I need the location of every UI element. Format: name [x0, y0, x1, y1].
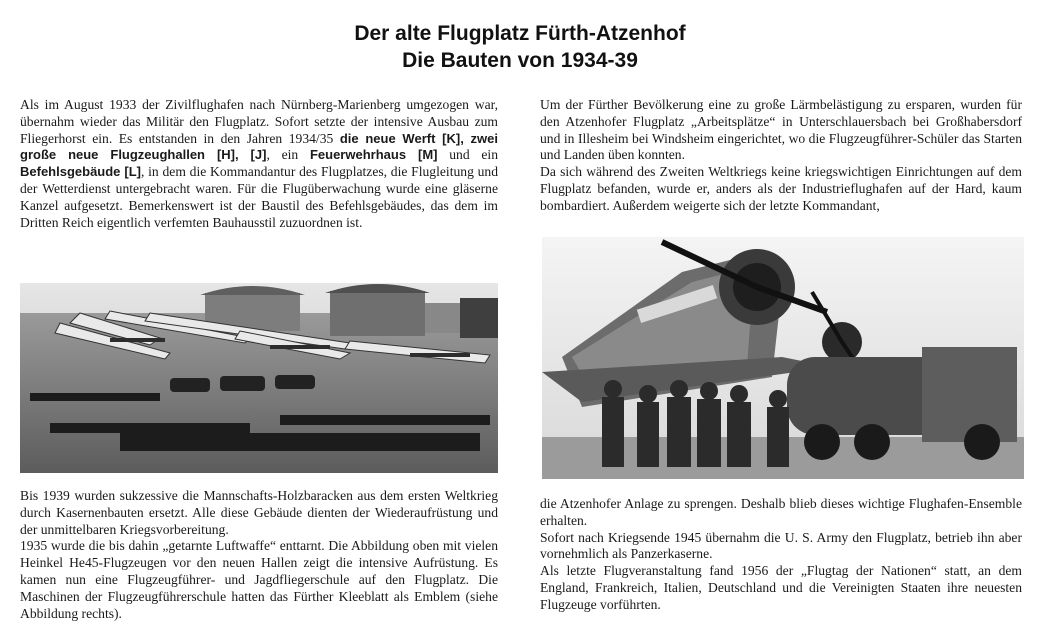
intro-bold-feuerwehrhaus: Feuerwehrhaus [M]	[309, 147, 438, 163]
noise-text: Um der Fürther Bevölkerung eine zu große Lärmbelästigung zu ersparen, wurden für den Atzenhofer Flugplatz „Arbeitsplätze“ in Unterschlauersbach bei Großhabersdorf und in Illesheim bei Windsheim eingerichtet, wo die Flugzeugführer-Schüler das Starten und Landen üben konnten.	[540, 97, 1022, 163]
intro-text-3: und ein	[449, 147, 498, 163]
intro-bold-befehlsgebaeude: Befehlsgebäude [L]	[20, 164, 141, 180]
noise-paragraph	[540, 97, 1022, 215]
postwar-paragraph	[540, 496, 1022, 614]
intro-text-2: , ein	[266, 147, 299, 163]
luftwaffe-text: 1935 wurde die bis dahin „getarnte Luftwaffe“ enttarnt. Die Abbildung oben mit vielen Heinkel He45-Flugzeugen vor den neuen Hallen zeigt die intensive Aufrüstung. Es kamen nun eine Flugzeugführer- und Jagdfliegerschule auf den Flugplatz. Die Maschinen der Flugzeugführerschule hatten das Fürther Kleeblatt als Emblem (siehe Abbildung rechts).	[20, 538, 498, 621]
war-text: Da sich während des Zweiten Weltkriegs keine kriegswichtigen Einrichtungen auf dem Flugplatz befanden, wurde er, anders als der Industrieflughafen auf der Hard, kaum bombardiert. Außerdem weigerte sich der letzte Kommandant,	[540, 164, 1022, 213]
intro-bold-werft: die neue Werft [K], zwei große neue Flugzeughallen [H], [J]	[20, 130, 498, 163]
intro-text-4: , in dem die Kommandantur des Flugplatzes, die Flugleitung und der Wetterdienst untergebracht waren. Für die Flugüberwachung wurde eine gläserne Kanzel aufgesetzt. Bemerkenswert ist der Baustil des Befehlsgebäudes, das dem im Dritten Reich eigentlich verfemten Bauhausstil zuzuordnen ist.	[20, 164, 499, 230]
barracks-paragraph	[20, 488, 498, 622]
photo-airfield-hangars	[20, 283, 498, 473]
page-title	[0, 20, 1040, 74]
intro-paragraph	[20, 97, 498, 231]
title-line-2: Die Bauten von 1934-39	[402, 49, 638, 72]
flugtag-text: Als letzte Flugveranstaltung fand 1956 der „Flugtag der Nationen“ statt, an dem England, Frankreich, Italien, Deutschland und die Vereinigten Staaten ihre neuesten Flugzeuge vorführten.	[540, 563, 1022, 612]
photo-aircraft-crew	[542, 237, 1024, 479]
ensemble-text: die Atzenhofer Anlage zu sprengen. Deshalb blieb dieses wichtige Flughafen-Ensemble erhalten.	[540, 496, 1022, 528]
title-line-1: Der alte Flugplatz Fürth-Atzenhof	[354, 22, 686, 45]
us-army-text: Sofort nach Kriegsende 1945 übernahm die U. S. Army den Flugplatz, betrieb ihn aber vornehmlich als Panzerkaserne.	[540, 529, 1022, 562]
barracks-text: Bis 1939 wurden sukzessive die Mannschafts-Holzbaracken aus dem ersten Weltkrieg durch Kasernenbauten ersetzt. Alle diese Gebäude dienten der Wiederaufrüstung und der unmittelbaren Kriegsvorbereitung.	[20, 488, 498, 537]
intro-text-1: Als im August 1933 der Zivilflughafen nach Nürnberg-Marienberg umgezogen war, übernahm wieder das Militär den Flugplatz. Sofort setzte der intensive Ausbau zum Fliegerhorst ein. Es entstanden in den Jahren 1934/35	[20, 97, 498, 146]
